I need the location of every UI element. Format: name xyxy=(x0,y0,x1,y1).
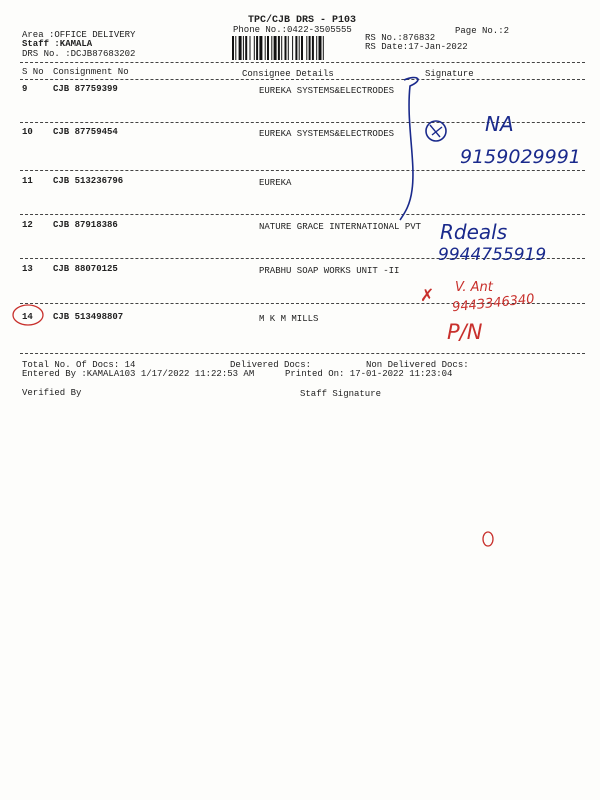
staff-signature: Staff Signature xyxy=(300,389,382,399)
cross-mark: ✗ xyxy=(420,286,435,306)
row-sno: 11 xyxy=(22,176,33,186)
divider xyxy=(20,170,585,171)
signature-2: Rdeals xyxy=(440,220,508,244)
verified-by: Verified By xyxy=(22,388,82,398)
row-consignment: CJB 513236796 xyxy=(53,176,124,186)
drs-number: DRS No. :DCJB87683202 xyxy=(22,49,136,59)
row-sno: 9 xyxy=(22,84,28,94)
row-consignee: EUREKA SYSTEMS&ELECTRODES xyxy=(259,129,395,139)
rs-date: RS Date:17-Jan-2022 xyxy=(365,42,468,52)
signature-1: NA xyxy=(485,112,514,136)
barcode-icon xyxy=(232,36,357,60)
row-consignment: CJB 87759399 xyxy=(53,84,118,94)
column-sno: S No xyxy=(22,67,44,77)
row-sno: 13 xyxy=(22,264,33,274)
row-consignee: M K M MILLS xyxy=(259,314,319,324)
staff-label: Staff :KAMALA xyxy=(22,39,93,49)
rs-number: RS No.:876832 xyxy=(365,33,436,43)
page-number: Page No.:2 xyxy=(455,26,510,36)
row-14-circle xyxy=(10,303,50,329)
total-docs: Total No. Of Docs: 14 xyxy=(22,360,136,370)
stray-mark xyxy=(480,530,496,548)
row-consignment: CJB 87918386 xyxy=(53,220,118,230)
row-consignment: CJB 88070125 xyxy=(53,264,118,274)
delivered-docs: Delivered Docs: xyxy=(230,360,312,370)
column-consignee: Consignee Details xyxy=(242,69,334,79)
divider xyxy=(20,62,585,63)
divider xyxy=(20,214,585,215)
phone-2: 9944755919 xyxy=(438,245,547,265)
phone-3: 9443346340 xyxy=(451,291,536,316)
divider xyxy=(20,353,585,354)
entered-by: Entered By :KAMALA103 1/17/2022 11:22:53 AM xyxy=(22,369,255,379)
column-signature: Signature xyxy=(425,69,474,79)
row-sno: 10 xyxy=(22,127,33,137)
row-consignment: CJB 87759454 xyxy=(53,127,118,137)
row-consignee: PRABHU SOAP WORKS UNIT -II xyxy=(259,266,400,276)
phone-number: Phone No.:0422-3505555 xyxy=(233,25,352,35)
row-consignee: NATURE GRACE INTERNATIONAL PVT xyxy=(259,222,422,232)
row-consignee: EUREKA SYSTEMS&ELECTRODES xyxy=(259,86,395,96)
pn-note: P/N xyxy=(447,320,483,344)
signature-3: V. Ant xyxy=(455,280,493,295)
printed-on: Printed On: 17-01-2022 11:23:04 xyxy=(285,369,453,379)
non-delivered-docs: Non Delivered Docs: xyxy=(366,360,469,370)
row-consignee: EUREKA xyxy=(259,178,292,188)
row-sno: 14 xyxy=(22,312,33,322)
divider xyxy=(20,79,585,80)
phone-1: 9159029991 xyxy=(460,146,581,168)
row-sno: 12 xyxy=(22,220,33,230)
area-label: Area :OFFICE DELIVERY xyxy=(22,30,136,40)
row-consignment: CJB 513498807 xyxy=(53,312,124,322)
column-consignment: Consignment No xyxy=(53,67,129,77)
page-title: TPC/CJB DRS - P103 xyxy=(248,15,357,26)
